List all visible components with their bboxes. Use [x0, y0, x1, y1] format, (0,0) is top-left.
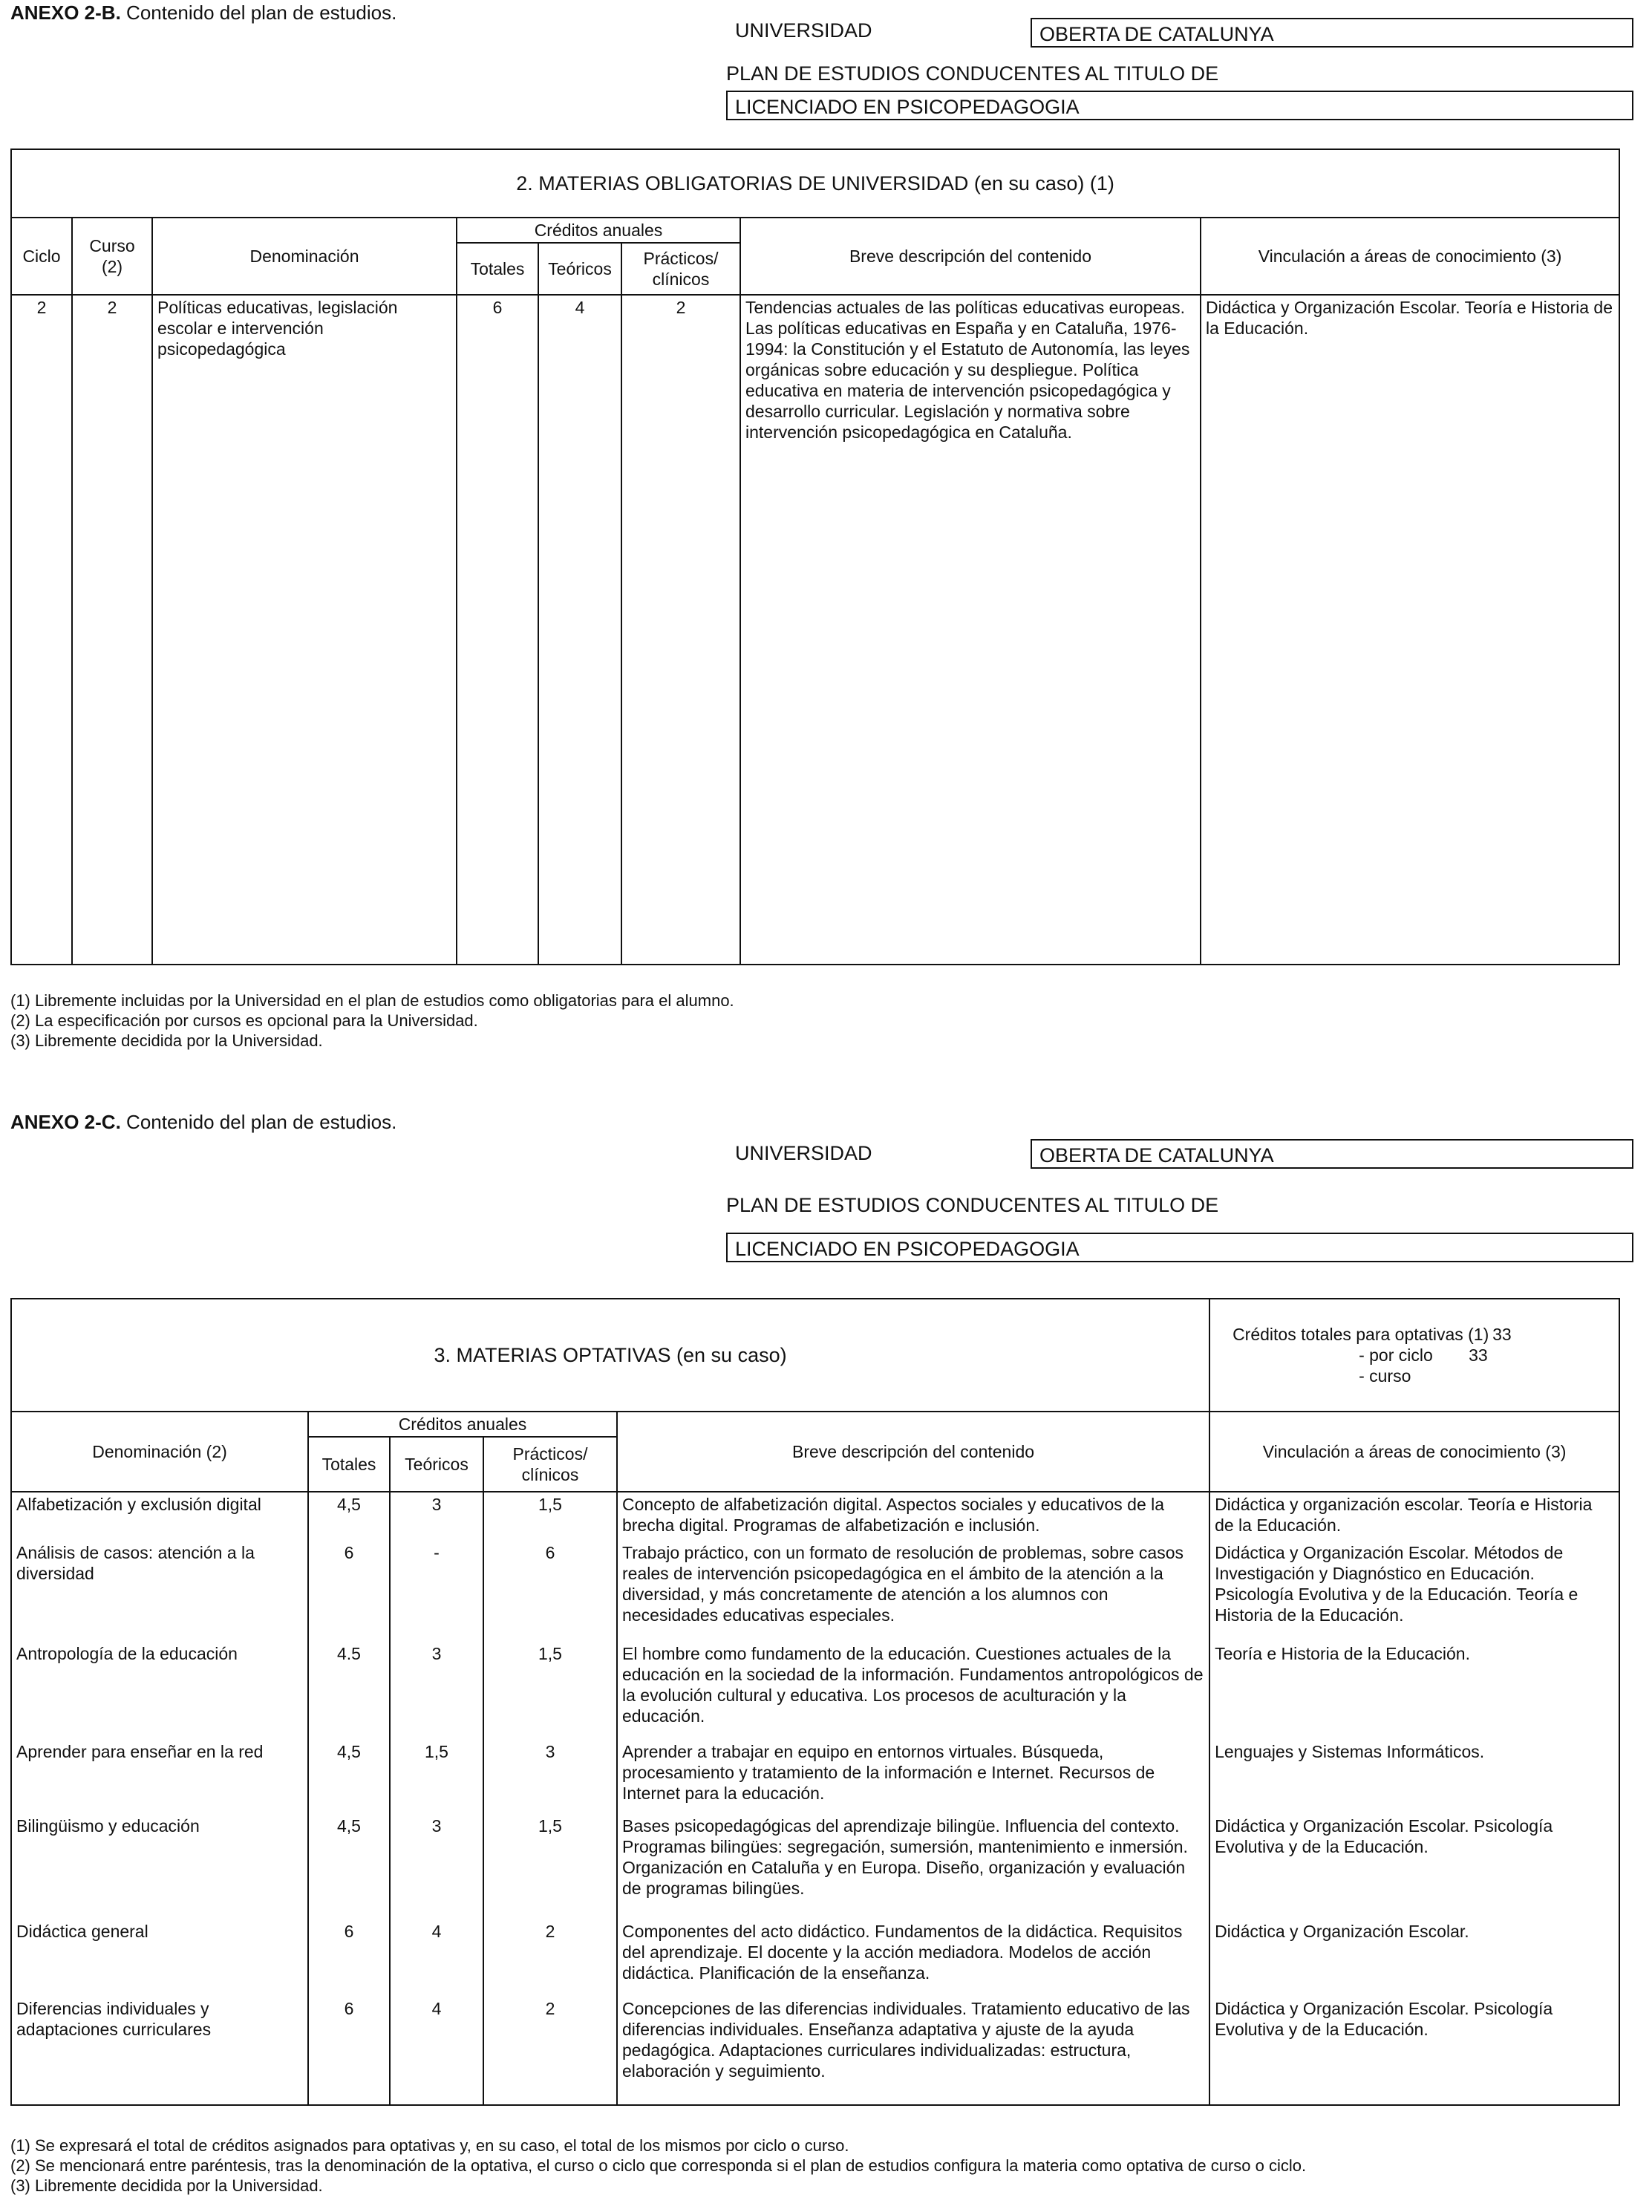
universidad-value-b: OBERTA DE CATALUNYA: [1031, 18, 1633, 48]
col-vinculacion: Vinculación a áreas de conocimiento (3): [1201, 218, 1619, 295]
footnote: (1) Libremente incluidas por la Universidad en el plan de estudios como obligatorias para el alumno.: [10, 991, 734, 1010]
cell-teoricos: 3: [390, 1642, 483, 1740]
annex-c-title: ANEXO 2-C. Contenido del plan de estudios.: [10, 1111, 397, 1133]
col-totales: Totales: [308, 1437, 390, 1492]
cell-curso: 2: [72, 295, 152, 965]
footnotes-b: [10, 991, 734, 1051]
cell-denominacion: Diferencias individuales y adaptaciones curriculares: [11, 1997, 308, 2105]
table-row: [11, 295, 1619, 965]
cell-denominacion: Antropología de la educación: [11, 1642, 308, 1740]
table-row: [11, 1740, 1619, 1814]
col-teoricos: Teóricos: [390, 1437, 483, 1492]
cell-totales: 6: [457, 295, 538, 965]
cell-denominacion: Didáctica general: [11, 1919, 308, 1997]
cell-practicos: 1,5: [483, 1642, 617, 1740]
cell-descripcion: Componentes del acto didáctico. Fundamentos de la didáctica. Requisitos del aprendizaje. El docente y la acción mediadora. Modelos de acción didáctica. Planificación de la enseñanza.: [617, 1919, 1209, 1997]
table-row: [11, 1642, 1619, 1740]
cell-descripcion: Concepto de alfabetización digital. Aspectos sociales y educativos de la brecha digital. Programas de alfabetización e inclusión.: [617, 1492, 1209, 1541]
plan-label-c: PLAN DE ESTUDIOS CONDUCENTES AL TITULO DE: [726, 1194, 1219, 1216]
cell-totales: 6: [308, 1541, 390, 1642]
footnote: (3) Libremente decidida por la Universidad.: [10, 2176, 323, 2195]
cell-teoricos: 4: [390, 1919, 483, 1997]
footnote: (3) Libremente decidida por la Universidad.: [10, 1031, 323, 1050]
cell-practicos: 2: [621, 295, 740, 965]
col-totales: Totales: [457, 243, 538, 295]
cell-denominacion: Bilingüismo y educación: [11, 1814, 308, 1919]
col-creditos: Créditos anuales: [457, 218, 740, 243]
col-ciclo: Ciclo: [11, 218, 72, 295]
col-vinculacion: Vinculación a áreas de conocimiento (3): [1209, 1412, 1619, 1492]
cell-ciclo: 2: [11, 295, 72, 965]
cell-teoricos: 3: [390, 1492, 483, 1541]
cell-vinculacion: Didáctica y Organización Escolar. Psicología Evolutiva y de la Educación.: [1209, 1814, 1619, 1919]
col-practicos: Prácticos/ clínicos: [621, 243, 740, 295]
cell-teoricos: 4: [538, 295, 621, 965]
sum-total-label: Créditos totales para optativas (1): [1233, 1325, 1489, 1344]
cell-descripcion: Bases psicopedagógicas del aprendizaje bilingüe. Influencia del contexto. Programas bilingües: segregación, sumersión, mantenimiento e inmersión. Organización en Cataluña y en Europa. Diseño, organización y evaluación de programas bilingües.: [617, 1814, 1209, 1919]
cell-totales: 4.5: [308, 1642, 390, 1740]
plan-label-b: PLAN DE ESTUDIOS CONDUCENTES AL TITULO DE: [726, 62, 1219, 85]
cell-practicos: 1,5: [483, 1492, 617, 1541]
cell-descripcion: Concepciones de las diferencias individuales. Tratamiento educativo de las diferencias individuales. Enseñanza adaptativa y ajuste de la ayuda pedagógica. Adaptaciones curriculares individualizadas: estructura, elaboración y seguimiento.: [617, 1997, 1209, 2105]
cell-vinculacion: Didáctica y Organización Escolar. Teoría e Historia de la Educación.: [1201, 295, 1619, 965]
col-denominacion: Denominación: [152, 218, 457, 295]
cell-denominacion: Alfabetización y exclusión digital: [11, 1492, 308, 1541]
sum-total-value: 33: [1492, 1325, 1512, 1344]
cell-vinculacion: Lenguajes y Sistemas Informáticos.: [1209, 1740, 1619, 1814]
sum-ciclo-label: - por ciclo: [1359, 1345, 1433, 1365]
col-teoricos: Teóricos: [538, 243, 621, 295]
plan-value-b: LICENCIADO EN PSICOPEDAGOGIA: [726, 91, 1633, 120]
sum-curso-label: - curso: [1359, 1366, 1411, 1386]
table-title-b: 2. MATERIAS OBLIGATORIAS DE UNIVERSIDAD (en su caso) (1): [11, 149, 1619, 218]
col-descripcion: Breve descripción del contenido: [740, 218, 1201, 295]
cell-teoricos: -: [390, 1541, 483, 1642]
credit-summary: [1209, 1299, 1619, 1412]
cell-practicos: 3: [483, 1740, 617, 1814]
cell-practicos: 2: [483, 1997, 617, 2105]
table-row: [11, 1919, 1619, 1997]
table-row: [11, 1541, 1619, 1642]
cell-descripcion: Trabajo práctico, con un formato de resolución de problemas, sobre casos reales de intervención psicopedagógica en el ámbito de la atención a la diversidad, y más concretamente de atención a los alumnos con necesidades educativas especiales.: [617, 1541, 1209, 1642]
col-descripcion: Breve descripción del contenido: [617, 1412, 1209, 1492]
cell-practicos: 2: [483, 1919, 617, 1997]
cell-totales: 4,5: [308, 1814, 390, 1919]
cell-descripcion: Aprender a trabajar en equipo en entornos virtuales. Búsqueda, procesamiento y tratamiento de la información e Internet. Recursos de Internet para la educación.: [617, 1740, 1209, 1814]
col-denominacion: Denominación (2): [11, 1412, 308, 1492]
cell-vinculacion: Didáctica y Organización Escolar.: [1209, 1919, 1619, 1997]
cell-vinculacion: Didáctica y Organización Escolar. Métodos de Investigación y Diagnóstico en Educación. Psicología Evolutiva y de la Educación. Teoría e Historia de la Educación.: [1209, 1541, 1619, 1642]
cell-vinculacion: Didáctica y Organización Escolar. Psicología Evolutiva y de la Educación.: [1209, 1997, 1619, 2105]
table-row: [11, 1492, 1619, 1541]
plan-value-c: LICENCIADO EN PSICOPEDAGOGIA: [726, 1233, 1633, 1262]
universidad-label-c: UNIVERSIDAD: [735, 1142, 872, 1164]
cell-descripcion: El hombre como fundamento de la educación. Cuestiones actuales de la educación en la sociedad de la información. Fundamentos antropológicos de la evolución cultural y educativa. Los procesos de aculturación y la educación.: [617, 1642, 1209, 1740]
col-curso: Curso (2): [72, 218, 152, 295]
cell-teoricos: 3: [390, 1814, 483, 1919]
cell-vinculacion: Teoría e Historia de la Educación.: [1209, 1642, 1619, 1740]
universidad-value-c: OBERTA DE CATALUNYA: [1031, 1139, 1633, 1169]
cell-practicos: 6: [483, 1541, 617, 1642]
universidad-label-b: UNIVERSIDAD: [735, 19, 872, 42]
sum-ciclo-value: 33: [1469, 1345, 1488, 1365]
annex-b-title: ANEXO 2-B. Contenido del plan de estudios.: [10, 1, 397, 24]
footnote: (1) Se expresará el total de créditos asignados para optativas y, en su caso, el total de los mismos por ciclo o curso.: [10, 2136, 849, 2155]
cell-teoricos: 1,5: [390, 1740, 483, 1814]
cell-vinculacion: Didáctica y organización escolar. Teoría e Historia de la Educación.: [1209, 1492, 1619, 1541]
footnote: (2) La especificación por cursos es opcional para la Universidad.: [10, 1011, 478, 1030]
cell-denominacion: Políticas educativas, legislación escolar e intervención psicopedagógica: [152, 295, 457, 965]
cell-practicos: 1,5: [483, 1814, 617, 1919]
cell-totales: 4,5: [308, 1740, 390, 1814]
footnotes-c: [10, 2136, 1306, 2196]
cell-totales: 6: [308, 1919, 390, 1997]
table-row: [11, 1814, 1619, 1919]
footnote: (2) Se mencionará entre paréntesis, tras la denominación de la optativa, el curso o ciclo que corresponda si el plan de estudios configura la materia como optativa de curso o ciclo.: [10, 2156, 1307, 2175]
table-row: [11, 1997, 1619, 2105]
cell-denominacion: Aprender para enseñar en la red: [11, 1740, 308, 1814]
cell-teoricos: 4: [390, 1997, 483, 2105]
cell-denominacion: Análisis de casos: atención a la diversidad: [11, 1541, 308, 1642]
col-creditos: Créditos anuales: [308, 1412, 617, 1437]
cell-totales: 6: [308, 1997, 390, 2105]
materias-obligatorias-table: [10, 149, 1620, 965]
table-title-c: 3. MATERIAS OPTATIVAS (en su caso): [11, 1299, 1209, 1412]
materias-optativas-table: [10, 1298, 1620, 2106]
col-practicos: Prácticos/ clínicos: [483, 1437, 617, 1492]
cell-descripcion: Tendencias actuales de las políticas educativas europeas. Las políticas educativas en España y en Cataluña, 1976-1994: la Constitución y el Estatuto de Autonomía, las leyes orgánicas sobre educación y su despliegue. Política educativa en materia de intervención psicopedagógica y desarrollo curricular. Legislación y normativa sobre intervención psicopedagógica en Cataluña.: [740, 295, 1201, 965]
cell-totales: 4,5: [308, 1492, 390, 1541]
